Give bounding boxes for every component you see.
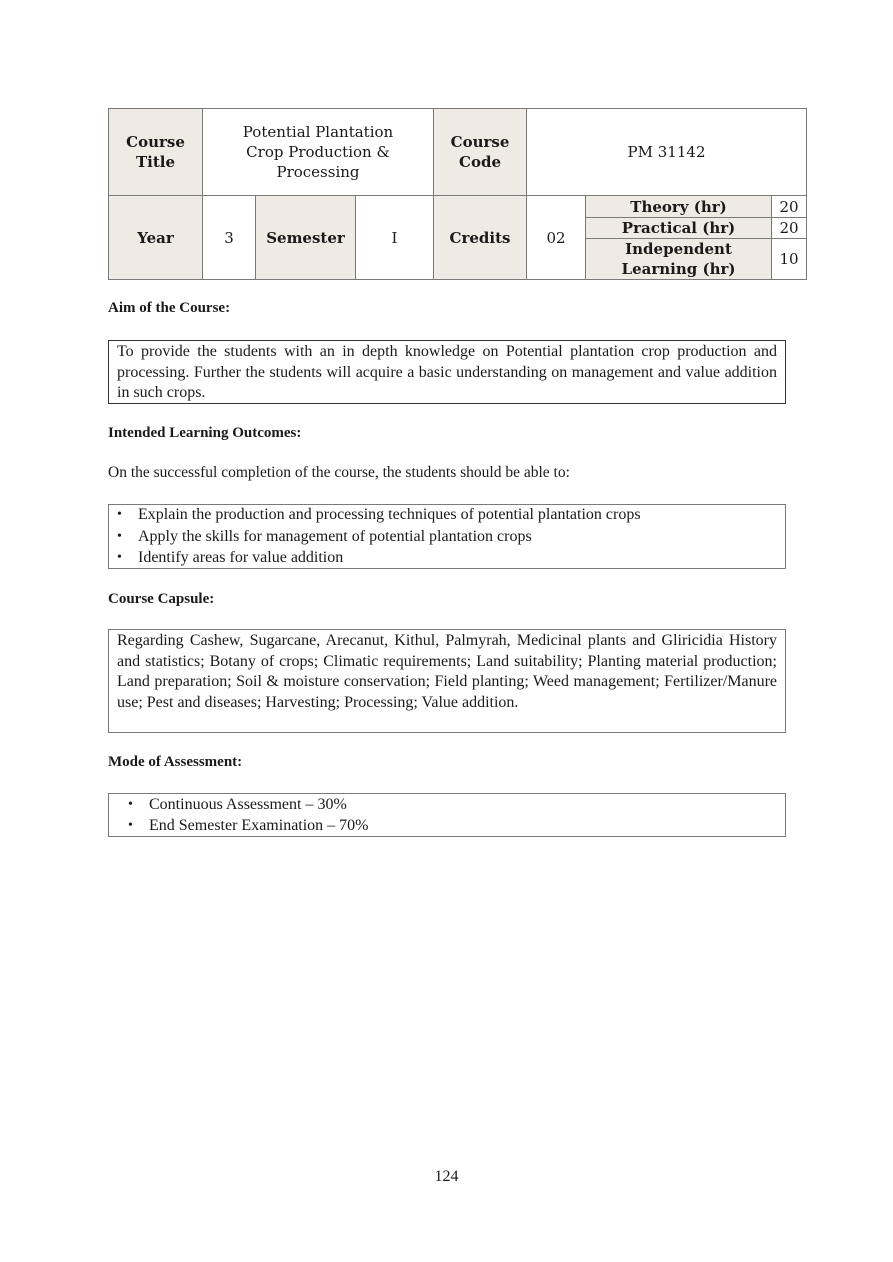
- aim-heading: Aim of the Course:: [108, 300, 231, 316]
- bullet-icon: •: [128, 797, 133, 812]
- credits-label: Credits: [434, 196, 527, 280]
- capsule-text: Regarding Cashew, Sugarcane, Arecanut, Kithul, Palmyrah, Medicinal plants and Gliricidia History and statistics; Botany of crops; Climatic requirements; Land suitability; Planting material production; Land preparation; Soil & moisture conservation; Field planting; Weed management; Fertilizer/Manure use; Pest and diseases; Harvesting; Processing; Value addition.: [117, 632, 777, 711]
- independent-learning-hours-value: 10: [772, 239, 807, 280]
- practical-hours-value: 20: [772, 218, 807, 239]
- course-title-value: [203, 109, 434, 196]
- independent-learning-text: Independent Learning (hr): [621, 240, 736, 278]
- aim-box: [108, 340, 786, 404]
- theory-hours-value: 20: [772, 196, 807, 218]
- independent-learning-hours-label: [586, 239, 772, 280]
- practical-hours-label: Practical (hr): [586, 218, 772, 239]
- page-number: 124: [434, 1168, 459, 1185]
- theory-hours-label: Theory (hr): [586, 196, 772, 218]
- bullet-icon: •: [117, 528, 122, 544]
- credits-value: 02: [527, 196, 586, 280]
- ilo-list: [109, 505, 785, 569]
- bullet-icon: •: [117, 507, 122, 522]
- course-title-label: Course Title: [109, 109, 203, 196]
- ilo-heading: Intended Learning Outcomes:: [108, 425, 302, 441]
- ilo-item-text: Apply the skills for management of potential plantation crops: [138, 527, 532, 545]
- assessment-item-text: End Semester Examination – 70%: [149, 817, 369, 834]
- ilo-item-text: Explain the production and processing techniques of potential plantation crops: [138, 506, 641, 523]
- assessment-item: [109, 816, 785, 837]
- semester-label: Semester: [256, 196, 356, 280]
- assessment-heading: Mode of Assessment:: [108, 754, 243, 770]
- course-info-table: [108, 108, 807, 280]
- assessment-box: [108, 793, 786, 837]
- year-value: 3: [203, 196, 256, 280]
- course-code-value: PM 31142: [527, 109, 807, 196]
- bullet-icon: •: [117, 550, 122, 565]
- ilo-item: [109, 505, 785, 527]
- ilo-intro: On the successful completion of the course, the students should be able to:: [108, 464, 570, 481]
- assessment-list: [109, 795, 785, 837]
- ilo-box: [108, 504, 786, 569]
- course-title-text: Potential Plantation Crop Production & Processing: [242, 123, 394, 181]
- assessment-item: [109, 795, 785, 816]
- ilo-item-text: Identify areas for value addition: [138, 549, 344, 566]
- assessment-item-text: Continuous Assessment – 30%: [149, 796, 347, 813]
- course-code-label: Course Code: [434, 109, 527, 196]
- ilo-item: [109, 527, 785, 549]
- bullet-icon: •: [128, 818, 133, 833]
- ilo-item: [109, 548, 785, 569]
- capsule-heading: Course Capsule:: [108, 591, 215, 607]
- aim-text: To provide the students with an in depth knowledge on Potential plantation crop production and processing. Further the students will acquire a basic understanding on management and value addition in such crops.: [117, 343, 777, 401]
- year-label: Year: [109, 196, 203, 280]
- capsule-box: [108, 629, 786, 733]
- semester-value: I: [356, 196, 434, 280]
